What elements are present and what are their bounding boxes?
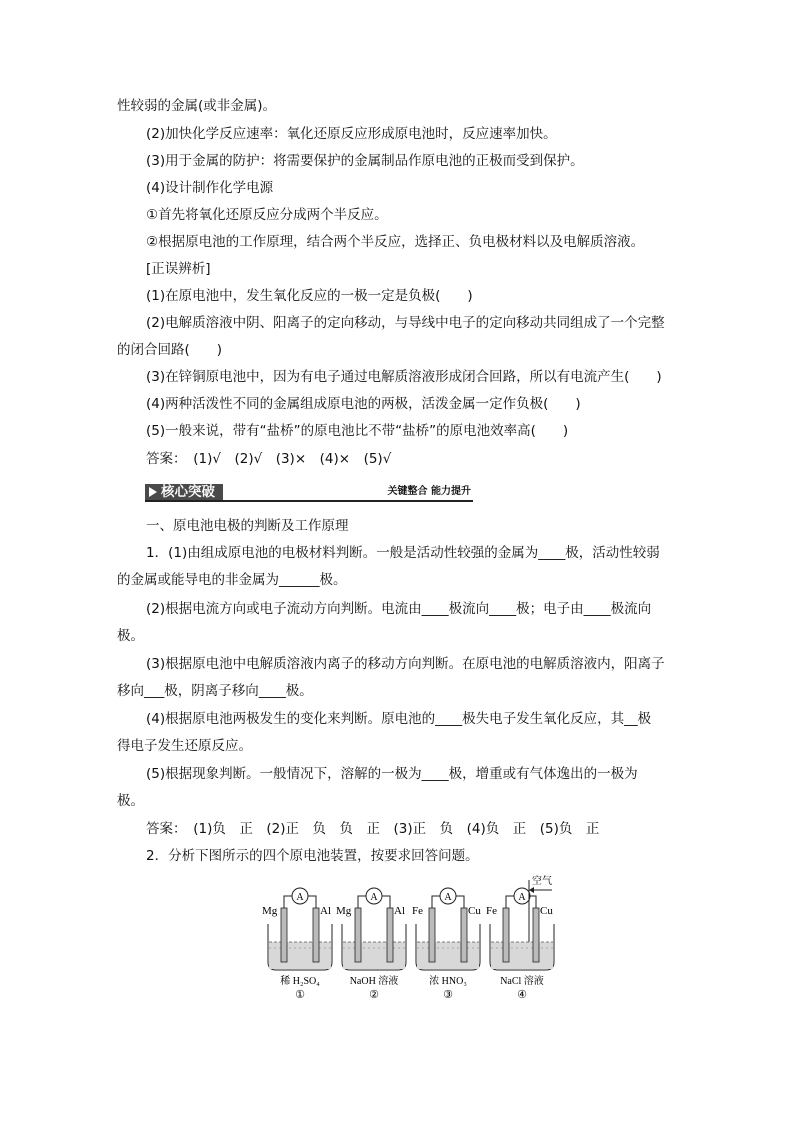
ammeter-symbol: A — [296, 892, 304, 903]
electrode-right-label: Cu — [540, 905, 553, 917]
question: (4)两种活泼性不同的金属组成原电池的两极，活泼金属一定作负极( ) — [146, 396, 581, 412]
question: (5)一般来说，带有“盐桥”的原电池比不带“盐桥”的原电池效率高( ) — [146, 423, 569, 439]
air-label: 空气 — [532, 876, 552, 887]
question: 2．分析下图所示的四个原电池装置，按要求回答问题。 — [146, 848, 479, 864]
electrode — [313, 908, 319, 962]
solution-label: NaCl 溶液 — [500, 976, 544, 987]
answer-line: 答案： (1)√ (2)√ (3)× (4)× (5)√ — [146, 451, 392, 467]
text-line: (3)根据原电池中电解质溶液内离子的移动方向判断。在原电池的电解质溶液内，阳离子 — [146, 656, 665, 672]
solution-label: 浓 HNO₃ — [429, 976, 467, 987]
cell-number: ③ — [443, 989, 453, 1001]
text-line: (3)用于金属的防护：将需要保护的金属制品作原电池的正极而受到保护。 — [146, 153, 584, 169]
electrode-left-label: Fe — [412, 905, 423, 917]
electrode — [387, 908, 393, 962]
electrode-left-label: Mg — [336, 905, 352, 917]
text-line: 得电子发生还原反应。 — [117, 738, 252, 754]
text-line: (4)根据原电池两极发生的变化来判断。原电池的____极失电子发生氧化反应，其__极 — [146, 711, 652, 727]
text-line: (4)设计制作化学电源 — [146, 180, 274, 196]
text-line: 1．(1)由组成原电池的电极材料判断。一般是活动性较强的金属为____极，活动性较弱 — [146, 545, 660, 561]
ammeter-symbol: A — [370, 892, 378, 903]
section-heading: 一、原电池电极的判断及工作原理 — [146, 518, 349, 534]
electrode — [281, 908, 287, 962]
galvanic-cells-figure — [260, 874, 560, 1004]
cell-4 — [486, 874, 554, 1001]
electrode — [533, 908, 539, 962]
solution-label: 稀 H₂SO₄ — [280, 976, 320, 987]
banner-subtitle: 关键整合 能力提升 — [387, 486, 471, 497]
ammeter-symbol: A — [518, 892, 526, 903]
question: (2)电解质溶液中阴、阳离子的定向移动，与导线中电子的定向移动共同组成了一个完整 — [146, 315, 665, 331]
electrode — [503, 908, 509, 962]
electrode-right-label: Al — [320, 905, 331, 917]
electrode-right-label: Cu — [468, 905, 481, 917]
banner-title: 核心突破 — [161, 484, 215, 500]
text-line: 的金属或能导电的非金属为______极。 — [117, 572, 347, 588]
text-line: 性较弱的金属(或非金属)。 — [117, 98, 277, 114]
electrode — [355, 908, 361, 962]
cell-number: ④ — [517, 989, 527, 1001]
text-line: (2)加快化学反应速率：氧化还原反应形成原电池时，反应速率加快。 — [146, 126, 557, 142]
cell-number: ① — [295, 989, 305, 1001]
electrode — [461, 908, 467, 962]
electrode — [429, 908, 435, 962]
text-line: 极。 — [117, 793, 144, 809]
cell-number: ② — [369, 989, 379, 1001]
play-triangle-icon — [149, 487, 157, 497]
electrode-left-label: Mg — [262, 905, 278, 917]
question: 的闭合回路( ) — [117, 342, 223, 358]
cell-2 — [336, 888, 406, 1001]
text-line: 极。 — [117, 628, 144, 644]
electrode-left-label: Fe — [486, 905, 497, 917]
text-line: (2)根据电流方向或电子流动方向判断。电流由____极流向____极；电子由____极流向 — [146, 601, 652, 617]
question: (1)在原电池中，发生氧化反应的一极一定是负极( ) — [146, 288, 473, 304]
banner-title-box — [145, 484, 223, 500]
text-line: ②根据原电池的工作原理，结合两个半反应，选择正、负电极材料以及电解质溶液。 — [146, 234, 645, 250]
electrode-right-label: Al — [394, 905, 405, 917]
answer-line: 答案： (1)负 正 (2)正 负 负 正 (3)正 负 (4)负 正 (5)负 正 — [146, 821, 600, 837]
section-heading: [正误辨析] — [146, 261, 211, 277]
question: (3)在锌铜原电池中，因为有电子通过电解质溶液形成闭合回路，所以有电流产生( ) — [146, 369, 662, 385]
cell-3 — [412, 888, 481, 1001]
cell-1 — [262, 888, 332, 1001]
text-line: 移向___极，阴离子移向____极。 — [117, 683, 313, 699]
text-line: ①首先将氧化还原反应分成两个半反应。 — [146, 207, 388, 223]
text-line: (5)根据现象判断。一般情况下，溶解的一极为____极，增重或有气体逸出的一极为 — [146, 766, 638, 782]
solution-label: NaOH 溶液 — [349, 976, 399, 987]
section-banner — [145, 484, 473, 501]
ammeter-symbol: A — [444, 892, 452, 903]
arrow-left-icon — [529, 887, 534, 893]
